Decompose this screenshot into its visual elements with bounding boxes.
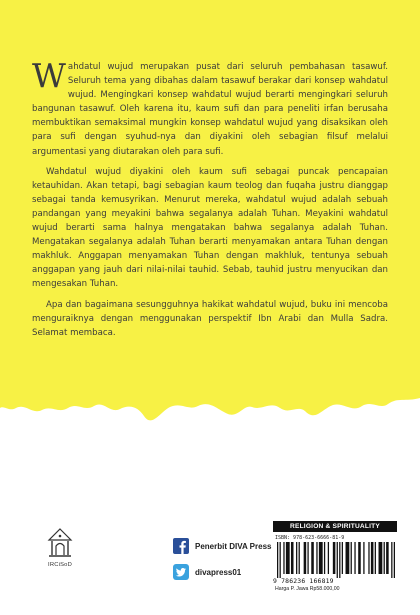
facebook-label: Penerbit DIVA Press bbox=[195, 541, 272, 551]
publisher-building-icon bbox=[47, 528, 73, 560]
blurb-paragraph-1 bbox=[32, 56, 388, 159]
publisher-name: IRCiSoD bbox=[48, 562, 72, 568]
paint-drip-edge bbox=[0, 388, 420, 448]
twitter-label: divapress01 bbox=[195, 567, 242, 577]
blurb-paragraph-2: Wahdatul wujud diyakini oleh kaum sufi sebagai puncak pencapaian ketauhidan. Akan tetapi, bagi sebagian kaum teolog dan fuqaha justru dianggap sebagai tanda kemusyrikan. Menurut mereka, wahdatul wujud adalah sebuah pandangan yang meyakini bahwa segalanya adalah Tuhan. Meyakini wahdatul wujud berarti sama halnya mengatakan bahwa segalanya adalah Tuhan. Mengatakan segalanya adalah Tuhan berarti menyamakan antara Tuhan dengan makhluk. Anggapan menyamakan Tuhan dengan makhluk, tentunya sebuah anggapan yang jauh dari nilai-nilai tauhid. Sebab, tauhid justru menyucikan dan mengesakan Tuhan. bbox=[32, 166, 388, 290]
drop-cap: W bbox=[32, 56, 66, 95]
blurb-paragraph-1-text: ahdatul wujud merupakan pusat dari seluruh pembahasan tasawuf. Seluruh tema yang dibahas dalam tasawuf berakar dari konsep wahdatul wujud. Mengingkari konsep wahdatul wujud berarti mengingkari seluruh bangunan tasawuf. Oleh karena itu, kaum sufi dan para peneliti irfan berusaha membuktikan semaksimal mungkin konsep wahdatul wujud yang disaksikan oleh para sufi dengan syuhud-nya dan diyakini oleh sebagian filsuf melalui argumentasi yang diutarakan oleh para sufi. bbox=[32, 62, 388, 157]
facebook-icon bbox=[172, 538, 189, 555]
blurb-paragraph-3: Apa dan bagaimana sesungguhnya hakikat wahdatul wujud, buku ini mencoba menguraiknya dengan menggunakan perspektif Ibn Arabi dan Mulla Sadra. Selamat membaca. bbox=[32, 299, 388, 338]
twitter-icon bbox=[172, 564, 189, 581]
barcode-block bbox=[273, 521, 397, 592]
isbn-label: ISBN: 978-623-6666-81-9 bbox=[275, 535, 345, 541]
category-label: RELIGION & SPIRITUALITY bbox=[273, 521, 397, 532]
barcode-image bbox=[273, 542, 397, 578]
blurb-text bbox=[32, 56, 388, 346]
publisher-logo bbox=[42, 528, 78, 568]
barcode-digits: 9 786236 166819 bbox=[273, 577, 334, 585]
price-label: Harga P. Jawa Rp58.000,00 bbox=[275, 586, 340, 592]
